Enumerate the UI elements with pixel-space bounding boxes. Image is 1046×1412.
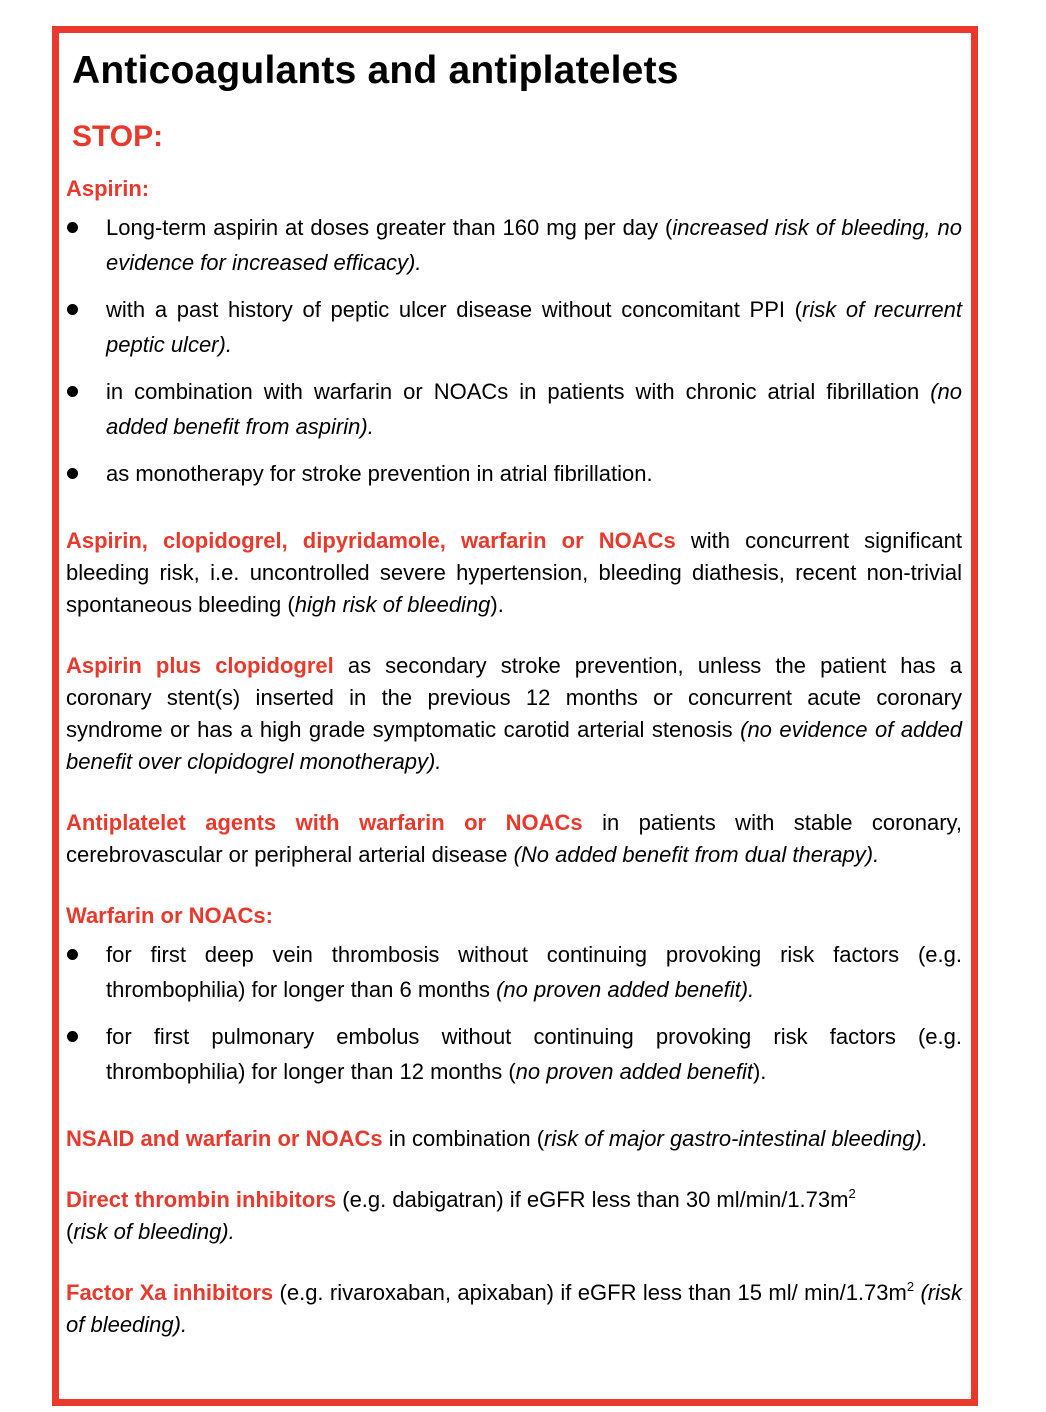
criterion-text: in combination ( — [382, 1126, 545, 1151]
spacer — [66, 871, 962, 900]
criterion-antiplatelet-anticoagulant — [66, 807, 962, 871]
spacer — [66, 1101, 962, 1123]
criterion-tail: ). — [490, 592, 504, 617]
item-reason: (no added benefit from aspirin). — [106, 379, 962, 439]
item-text: in combination with warfarin or NOACs in patients with chronic atrial fibrillation — [106, 379, 931, 404]
criterion-reason: high risk of bleeding — [294, 592, 491, 617]
list-item — [66, 292, 962, 362]
bullet-icon — [67, 949, 78, 960]
list-item — [66, 937, 962, 1007]
superscript: 2 — [848, 1186, 856, 1201]
criterion-text: with concurrent significant bleeding risk, i.e. uncontrolled severe hypertension, bleeding diathesis, recent non-trivial spontaneous bleeding ( — [66, 528, 962, 617]
item-text: as monotherapy for stroke prevention in atrial fibrillation. — [106, 461, 653, 486]
criterion-direct-thrombin — [66, 1184, 962, 1248]
criterion-reason: risk of major gastro-intestinal bleeding). — [544, 1126, 928, 1151]
criterion-reason: risk of bleeding). — [73, 1219, 235, 1244]
aspirin-list — [66, 210, 962, 491]
item-reason: increased risk of bleeding, no evidence for increased efficacy). — [106, 215, 962, 275]
drug-name: NSAID and warfarin or NOACs — [66, 1126, 383, 1151]
item-reason: no proven added benefit — [515, 1059, 753, 1084]
spacer — [66, 503, 962, 525]
drug-name: Factor Xa inhibitors — [66, 1280, 274, 1305]
item-text: Long-term aspirin at doses greater than 160 mg per day ( — [106, 215, 673, 240]
item-tail: ). — [752, 1059, 767, 1084]
item-text: for first pulmonary embolus without continuing provoking risk factors (e.g. thrombophilia) for longer than 12 months ( — [106, 1024, 962, 1084]
criterion-factor-xa — [66, 1277, 962, 1341]
warfarin-list — [66, 937, 962, 1089]
criterion-text: (e.g. rivaroxaban, apixaban) if eGFR less than 15 ml/ min/1.73m — [273, 1280, 907, 1305]
criterion-reason: (No added benefit from dual therapy). — [513, 842, 880, 867]
item-reason: (no proven added benefit). — [496, 977, 755, 1002]
page-title: Anticoagulants and antiplatelets — [72, 49, 679, 92]
warfarin-heading: Warfarin or NOACs: — [66, 903, 273, 928]
criterion-text-2: ( — [66, 1219, 74, 1244]
spacer — [66, 1155, 962, 1184]
criterion-text: in patients with stable coronary, cerebrovascular or peripheral arterial disease — [66, 810, 963, 867]
drug-name: Direct thrombin inhibitors — [66, 1187, 337, 1212]
criterion-dual-antiplatelet — [66, 650, 962, 778]
list-item — [66, 210, 962, 280]
bullet-icon — [67, 386, 78, 397]
item-text: with a past history of peptic ulcer disease without concomitant PPI ( — [106, 297, 803, 322]
criterion-text: as secondary stroke prevention, unless the patient has a coronary stent(s) inserted in the previous 12 months or concurrent acute coronary syndrome or has a high grade symptomatic carotid arterial stenosis — [66, 653, 963, 742]
list-item — [66, 1019, 962, 1089]
spacer — [66, 1248, 962, 1277]
criterion-text: (e.g. dabigatran) if eGFR less than 30 ml/min/1.73m — [336, 1187, 849, 1212]
criterion-bleeding-risk — [66, 525, 962, 621]
drug-name: Aspirin plus clopidogrel — [66, 653, 334, 678]
list-item — [66, 374, 962, 444]
spacer — [66, 621, 962, 650]
spacer — [66, 778, 962, 807]
aspirin-heading: Aspirin: — [66, 176, 150, 201]
superscript: 2 — [906, 1279, 915, 1294]
item-reason: risk of recurrent peptic ulcer). — [106, 297, 962, 357]
bullet-icon — [67, 304, 78, 315]
bullet-icon — [67, 222, 78, 233]
criterion-nsaid — [66, 1123, 962, 1155]
drug-name: Aspirin, clopidogrel, dipyridamole, warfarin or NOACs — [66, 528, 676, 553]
item-text: for first deep vein thrombosis without continuing provoking risk factors (e.g. thrombophilia) for longer than 6 months — [106, 942, 962, 1002]
stop-label: STOP: — [72, 120, 164, 153]
bullet-icon — [67, 468, 78, 479]
criterion-reason: (no evidence of added benefit over clopidogrel monotherapy). — [66, 717, 962, 774]
criterion-reason: (risk of bleeding). — [66, 1280, 963, 1337]
list-item — [66, 456, 962, 491]
criteria-content — [66, 173, 962, 1341]
drug-name: Antiplatelet agents with warfarin or NOACs — [66, 810, 583, 835]
bullet-icon — [67, 1031, 78, 1042]
